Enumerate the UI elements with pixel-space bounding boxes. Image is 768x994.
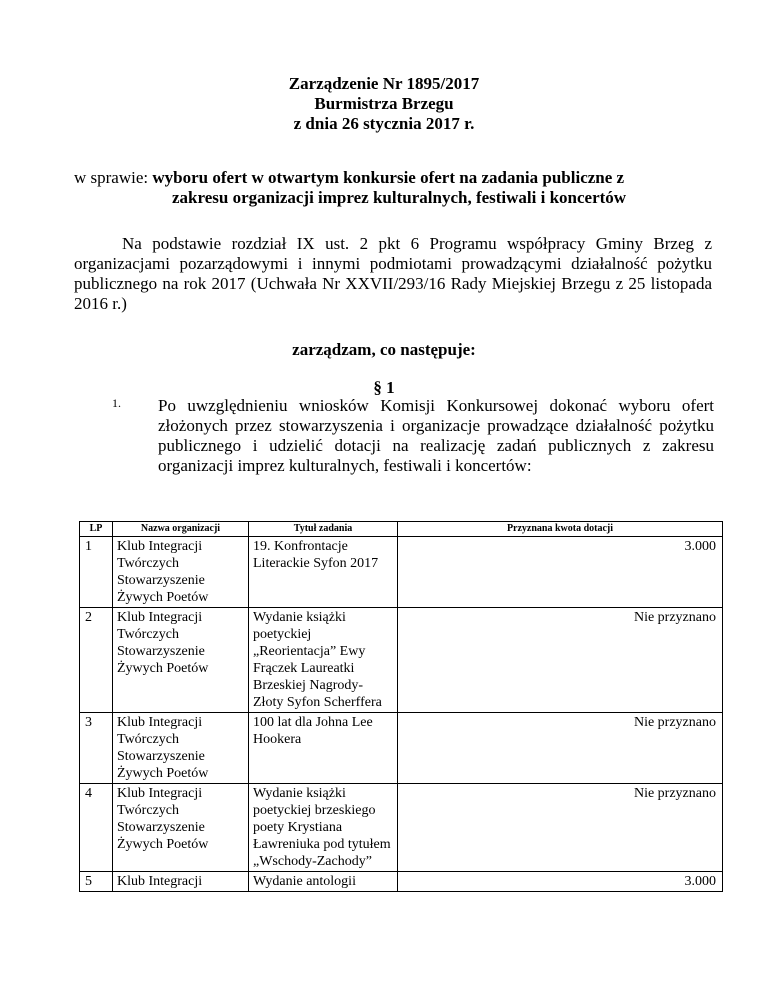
cell-organization: Klub Integracji Twórczych Stowarzyszenie Żywych Poetów xyxy=(113,713,249,784)
subject-line-1: wyboru ofert w otwartym konkursie ofert na zadania publiczne z xyxy=(152,168,625,187)
table-row xyxy=(80,608,723,713)
header-grant-amount: Przyznana kwota dotacji xyxy=(398,522,723,537)
cell-organization: Klub Integracji Twórczych Stowarzyszenie Żywych Poetów xyxy=(113,537,249,608)
cell-organization: Klub Integracji xyxy=(113,872,249,892)
cell-lp: 3 xyxy=(80,713,113,784)
subject-line-2: zakresu organizacji imprez kulturalnych, festiwali i koncertów xyxy=(172,188,627,207)
header-task-title: Tytuł zadania xyxy=(249,522,398,537)
cell-grant-amount: Nie przyznano xyxy=(398,784,723,872)
item-number: 1. xyxy=(112,396,121,410)
subject-prefix: w sprawie: xyxy=(74,168,153,187)
table-row xyxy=(80,713,723,784)
cell-grant-amount: Nie przyznano xyxy=(398,713,723,784)
header-lp: LP xyxy=(80,522,113,537)
document-issuer: Burmistrza Brzegu xyxy=(314,94,454,113)
legal-basis-paragraph: Na podstawie rozdział IX ust. 2 pkt 6 Programu współpracy Gminy Brzeg z organizacjami pozarządowymi i innymi podmiotami prowadzącymi działalność pożytku publicznego na rok 2017 (Uchwała Nr XXVII/293/16 Rady Miejskiej Brzegu z 25 listopada 2016 r.) xyxy=(74,234,712,313)
cell-lp: 5 xyxy=(80,872,113,892)
subject-block xyxy=(74,168,714,208)
cell-grant-amount: 3.000 xyxy=(398,537,723,608)
cell-task-title: Wydanie książki poetyckiej brzeskiego poety Krystiana Ławreniuka pod tytułem „Wschody-Zachody” xyxy=(249,784,398,872)
table-row xyxy=(80,537,723,608)
cell-organization: Klub Integracji Twórczych Stowarzyszenie Żywych Poetów xyxy=(113,608,249,713)
cell-task-title: 100 lat dla Johna Lee Hookera xyxy=(249,713,398,784)
header-organization: Nazwa organizacji xyxy=(113,522,249,537)
document-date: z dnia 26 stycznia 2017 r. xyxy=(293,114,475,133)
cell-lp: 4 xyxy=(80,784,113,872)
cell-organization: Klub Integracji Twórczych Stowarzyszenie Żywych Poetów xyxy=(113,784,249,872)
table-row xyxy=(80,784,723,872)
document-title: Zarządzenie Nr 1895/2017 xyxy=(288,74,480,93)
cell-grant-amount: Nie przyznano xyxy=(398,608,723,713)
section-mark: § 1 xyxy=(373,378,395,397)
grants-table xyxy=(79,521,723,892)
cell-lp: 1 xyxy=(80,537,113,608)
table-row xyxy=(80,872,723,892)
item-text: Po uwzględnieniu wniosków Komisji Konkursowej dokonać wyboru ofert złożonych przez stowarzyszenia i organizacje prowadzące działalność pożytku publicznego i udzielić dotacji na realizację zadań publicznych z zakresu organizacji imprez kulturalnych, festiwali i koncertów: xyxy=(158,396,714,475)
cell-task-title: 19. Konfrontacje Literackie Syfon 2017 xyxy=(249,537,398,608)
table-header-row xyxy=(80,522,723,537)
decree-heading: zarządzam, co następuje: xyxy=(292,340,476,359)
cell-task-title: Wydanie książki poetyckiej „Reorientacja” Ewy Frączek Laureatki Brzeskiej Nagrody-Złoty Syfon Scherffera xyxy=(249,608,398,713)
cell-task-title: Wydanie antologii xyxy=(249,872,398,892)
cell-grant-amount: 3.000 xyxy=(398,872,723,892)
cell-lp: 2 xyxy=(80,608,113,713)
